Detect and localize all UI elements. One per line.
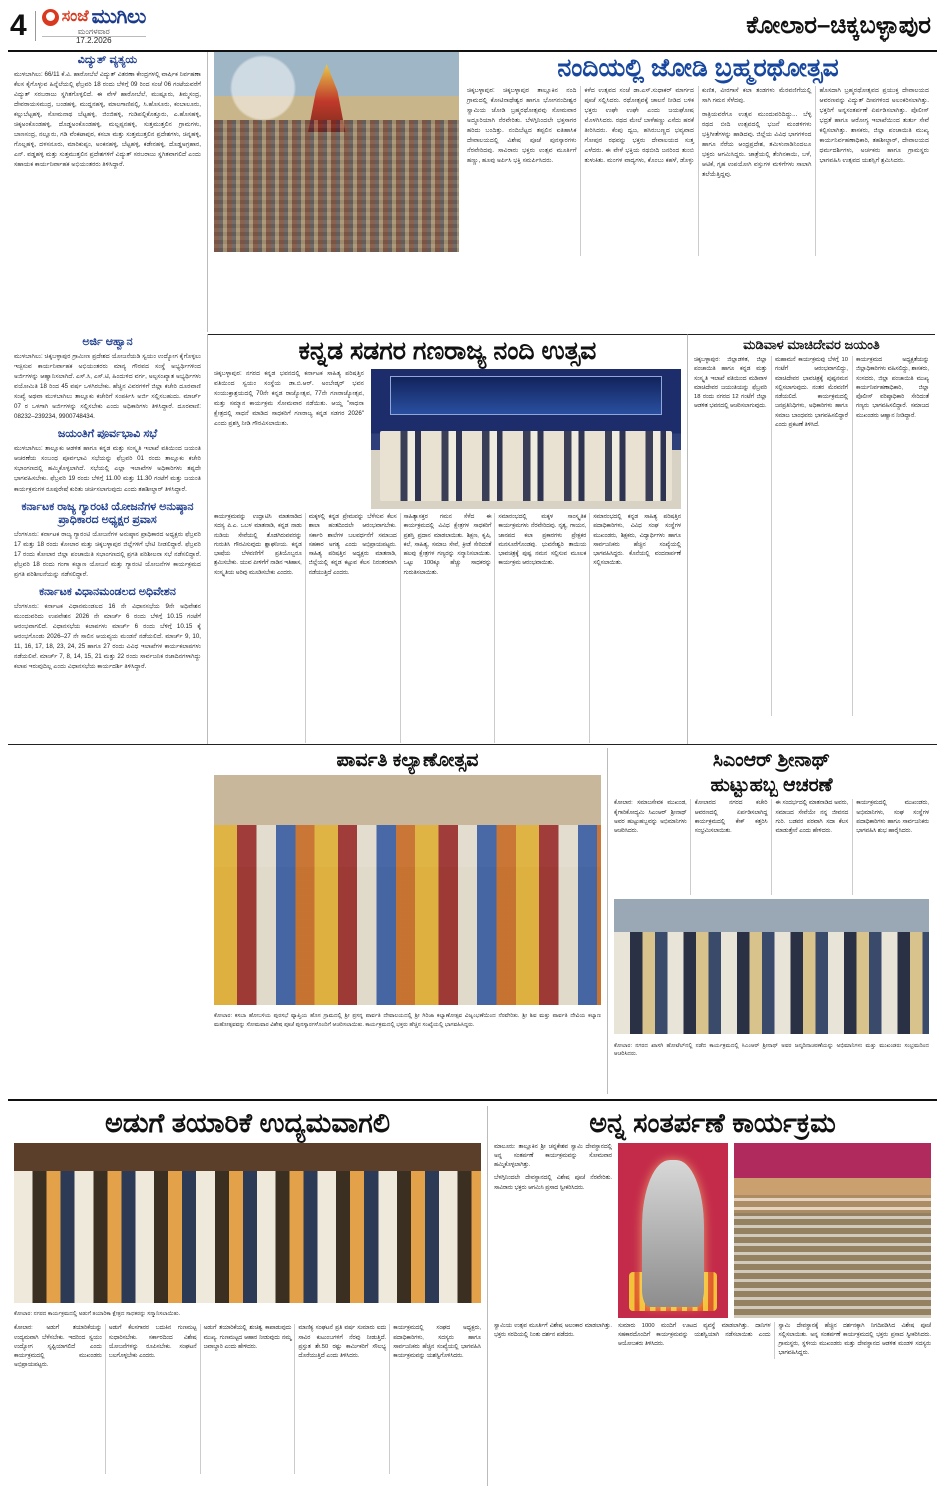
parvathi-caption: ಕೋಲಾರ: ಕಸಬಾ ಹೋಬಳಿಯ ಪುರಸಭೆ ವ್ಯಾಪ್ತಿಯ ಹೊಸ ಗ್ರಾಮದಲ್ಲಿ ಶ್ರೀ ಪ್ರಸನ್ನ ಪಾರ್ವತಿ ದೇವಾಲಯದಲ್ಲಿ ಶ್ರೀ ಗಿರಿಜಾ ಕಲ್ಯಾಣೋತ್ಸವ ವಿಜೃಂಭಣೆಯಿಂದ ನೆರವೇರಿತು. ಶ್ರೀ ಶಿವ ಮತ್ತು ಪಾರ್ವತಿ ದೇವಿಯ ಕಲ್ಯಾಣ ಮಹೋತ್ಸವವನ್ನು ಸೋಮವಾರ ವಿಶೇಷ ಪೂಜೆ ಪುನಸ್ಕಾರಗಳೊಂದಿಗೆ ಆಚರಿಸಲಾಯಿತು. ಕಾರ್ಯಕ್ರಮದಲ್ಲಿ ಭಕ್ತರು ಹೆಚ್ಚಿನ ಸಂಖ್ಯೆಯಲ್ಲಿ ಭಾಗವಹಿಸಿದ್ದರು. [214,1013,601,1028]
page-content [8,52,937,1486]
page-number: 4 [8,11,36,41]
anna-caption-bottom: ಸ್ವಾಮಿ ದೇವಸ್ಥಾನಕ್ಕೆ ಹೆಚ್ಚಿನ ದರ್ಶನಕ್ಕಾಗಿ ನಿಗದಿಪಡಿಸಿದ ವಿಶೇಷ ಪೂಜೆ ಸಲ್ಲಿಸಲಾಯಿತು. ಅನ್ನ ಸಂತರ್ಪಣೆ ಕಾರ್ಯಕ್ರಮದಲ್ಲಿ ಭಕ್ತರು ಪ್ರಸಾದ ಸ್ವೀಕರಿಸಿದರು. ಗ್ರಾಮಸ್ಥರು, ಸ್ಥಳೀಯ ಮುಖಂಡರು ಮತ್ತು ದೇವಸ್ಥಾನದ ಆಡಳಿತ ಮಂಡಳಿ ಸದಸ್ಯರು ಭಾಗವಹಿಸಿದ್ದರು. [778,1322,931,1357]
aduge-col-3: ಮಾಣಿಕ್ಯ ಸಂಘಟನೆ ಪ್ರತಿ ವರ್ಷ ಸುಮಾರು ಐದು ಸಾವಿರ ಕುಟುಂಬಗಳಿಗೆ ನೆರವು ನೀಡುತ್ತಿದೆ. ಪ್ರಸ್ತುತ ಶೇ.50 ರಷ್ಟು ಕಾರ್ಮಿಕರಿಗೆ ಸೌಲಭ್ಯ ದೊರೆಯುತ್ತಿದೆ ಎಂದು ತಿಳಿಸಿದರು. [298,1325,387,1360]
story-aduge [8,1106,488,1486]
anna-col-0: ಮಾಲೂರು: ತಾಲ್ಲೂಕಿನ ಶ್ರೀ ಚನ್ನಕೇಶವ ಸ್ವಾಮಿ ದೇವಸ್ಥಾನದಲ್ಲಿ ಅನ್ನ ಸಂತರ್ಪಣೆ ಕಾರ್ಯಕ್ರಮವನ್ನು ಸೋಮವಾರ ಹಮ್ಮಿಕೊಳ್ಳಲಾಗಿತ್ತು. [494,1143,612,1169]
story-kannada-sadagara [208,334,688,744]
aduge-col-4: ಕಾರ್ಯಕ್ರಮದಲ್ಲಿ ಸಂಘದ ಅಧ್ಯಕ್ಷರು, ಪದಾಧಿಕಾರಿಗಳು, ಸದಸ್ಯರು ಹಾಗೂ ಸಾರ್ವಜನಿಕರು ಹೆಚ್ಚಿನ ಸಂಖ್ಯೆಯಲ್ಲಿ ಭಾಗವಹಿಸಿ ಕಾರ್ಯಕ್ರಮವನ್ನು ಯಶಸ್ವಿಗೊಳಿಸಿದರು. [393,1325,481,1360]
brief-body-1: ಮುಳಬಾಗಿಲು: ಚಿಕ್ಕಬಳ್ಳಾಪುರ ಗ್ರಾಮೀಣ ಪ್ರದೇಶದ ಯೋಜನೆಯಡಿ ಸ್ವಯಂ ಉದ್ಯೋಗ ಕೈಗೊಳ್ಳಲು ಇಚ್ಛಿಸುವ ಕಾರ್ಯನಿರ್ವಾಹಕ ಅಭಿಯಂತರರು ಮಾನ್ಯ ಗೌರವದ ಸಂಸ್ಥೆ ಅಭ್ಯರ್ಥಿಗಳಿಂದ ಅರ್ಜಿಗಳನ್ನು ಆಹ್ವಾನಿಸಲಾಗಿದೆ. ಎಸ್.ಸಿ, ಎಸ್.ಟಿ, ಹಿಂದುಳಿದ ವರ್ಗ, ಅಲ್ಪಸಂಖ್ಯಾತ ಅಭ್ಯರ್ಥಿಗಳು ವಯೋಮಿತಿ 18 ರಿಂದ 45 ವರ್ಷ ಒಳಗಿರಬೇಕು. ಹೆಚ್ಚಿನ ವಿವರಗಳಿಗೆ ಜಿಲ್ಲಾ ಕಚೇರಿ ದೂರವಾಣಿ ಸಂಖ್ಯೆ ಅಥವಾ ಮುಳಬಾಗಿಲು ತಾಲ್ಲೂಕು ಕಚೇರಿಗೆ ಸಂಪರ್ಕಿಸಿ ಅರ್ಜಿ ಸಲ್ಲಿಸಬಹುದು. ಮಾರ್ಚ್ 07 ರ ಒಳಗಾಗಿ ಅರ್ಜಿಗಳನ್ನು ಸಲ್ಲಿಸಬೇಕು ಎಂದು ಅಧಿಕಾರಿಗಳು ತಿಳಿಸಿದ್ದಾರೆ. ದೂರವಾಣಿ: 08232–239234, 9900748434. [14,353,201,421]
aduge-col-2: ಅಡುಗೆ ತಯಾರಿಕೆಯಲ್ಲಿ ಶುಚಿತ್ವ ಕಾಪಾಡುವುದು ಮುಖ್ಯ. ಗುಣಮಟ್ಟದ ಆಹಾರ ನೀಡುವುದು ನಮ್ಮ ಜವಾಬ್ದಾರಿ ಎಂದು ಹೇಳಿದರು. [203,1325,292,1350]
nandi-col-1: ಕಳೆದ ಉತ್ಸವದ ಸಂಜೆ ಡಾ.ಎಸ್.ಸುಧಾಕರ್ ಮಾರ್ಗದ ಪೂಜೆ ಸಲ್ಲಿಸಿದರು. ರಥೋತ್ಸವಕ್ಕೆ ಚಾಲನೆ ನೀಡಿದ ಬಳಿಕ ಭಕ್ತರು ಉಘೇ ಉಘೇ ಎಂದು ಜಯಘೋಷ ಮೊಳಗಿಸಿದರು. ರಥದ ಮೇಲೆ ಬಾಳೆಹಣ್ಣು ಎಸೆದು ಹರಕೆ ತೀರಿಸಿದರು. ಕೆಂಪು ದ್ವಜ, ಹಸಿರುಬಣ್ಣದ ಭವ್ಯವಾದ ಗೋಪುರ ರಥವನ್ನು ಭಕ್ತರು ದೇವಾಲಯದ ಸುತ್ತ ಎಳೆದರು. ಈ ವೇಳೆ ಭಕ್ತಿಯ ರಥಬೀದಿ ಜನರಿಂದ ತುಂಬಿ ತುಳುಕಿತು. ಮಂಗಳ ವಾದ್ಯಗಳು, ಕೊಂಬು ಕಹಳೆ, ಡೊಳ್ಳು ಕುಣಿತ, ವೀರಗಾಸೆ ಕಲಾ ತಂಡಗಳು ಮೆರವಣಿಗೆಯಲ್ಲಿ ಸಾಗಿ ಗಮನ ಸೆಳೆದವು. [584,87,812,165]
aduge-col-1: ಅಡುಗೆ ಕೆಲಸಗಾರರ ಬದುಕಿನ ಗುಣಮಟ್ಟ ಸುಧಾರಿಸಬೇಕು. ಸರ್ಕಾರದಿಂದ ವಿಶೇಷ ಯೋಜನೆಗಳನ್ನು ರೂಪಿಸಬೇಕು. ಸಂಘಟನೆ ಬಲಗೊಳ್ಳಬೇಕು ಎಂದರು. [108,1325,197,1360]
logo-subtitle: ಮಂಗಳವಾರ [77,26,110,36]
cmr-headline-line1: ಸಿಎಂಆರ್ ಶ್ರೀನಾಥ್ [712,750,831,771]
logo-secondary-text: ಮುಗಿಲು [91,5,146,28]
story-nandi-chariot [208,52,935,332]
aduge-caption: ಕೋಲಾರ: ನಗರದ ಕಾರ್ಯಕ್ರಮದಲ್ಲಿ ಅಡುಗೆ ತಯಾರಿಕಾ ಕ್ಷೇತ್ರದ ಸಾಧಕರನ್ನು ಸನ್ಮಾನಿಸಲಾಯಿತು. [14,1311,181,1318]
sadagara-col-4: ಸಮಾರಂಭದಲ್ಲಿ ಕನ್ನಡ ಸಾಹಿತ್ಯ ಪರಿಷತ್ತಿನ ಪದಾಧಿಕಾರಿಗಳು, ವಿವಿಧ ಸಂಘ ಸಂಸ್ಥೆಗಳ ಮುಖಂಡರು, ಶಿಕ್ಷಕರು, ವಿದ್ಯಾರ್ಥಿಗಳು ಹಾಗೂ ಸಾರ್ವಜನಿಕರು ಹೆಚ್ಚಿನ ಸಂಖ್ಯೆಯಲ್ಲಿ ಭಾಗವಹಿಸಿದ್ದರು. ಕೊನೆಯಲ್ಲಿ ವಂದನಾರ್ಪಣೆ ಸಲ್ಲಿಸಲಾಯಿತು. [593,514,681,567]
brief-body-4: ಬೆಂಗಳೂರು: ಕರ್ನಾಟಕ ವಿಧಾನಮಂಡಲದ 16 ನೇ ವಿಧಾನಸಭೆಯ 9ನೇ ಅಧಿವೇಶನ ಮುಂದುವರಿದು ಉಪವೇಶನ 2026 ನೇ ಮಾರ್ಚ್ 6 ರಂದು ಬೆಳಿಗ್ಗೆ 10.15 ಗಂಟೆಗೆ ಆರಂಭವಾಗಲಿದೆ. ವಿಧಾನಸಭೆಯ ಕಲಾಪಗಳು ಮಾರ್ಚ್ 6 ರಂದು ಬೆಳಿಗ್ಗೆ 10.15 ಕ್ಕೆ ಆರಂಭಗೊಂಡು 2026–27 ನೇ ಸಾಲಿನ ಆಯವ್ಯಯ ಮಂಡನೆ ನಡೆಯಲಿದೆ. ಮಾರ್ಚ್ 9, 10, 11, 16, 17, 18, 23, 24, 25 ಹಾಗೂ 27 ರಂದು ವಿವಿಧ ಇಲಾಖೆಗಳ ಕಾರ್ಯಕಲಾಪಗಳು ನಡೆಯಲಿವೆ. ಮಾರ್ಚ್ 7, 8, 14, 15, 21 ಮತ್ತು 22 ರಂದು ಸಾರ್ವಜನಿಕ ರಜಾದಿನಗಳಾಗಿದ್ದು ಕಲಾಪ ಇರುವುದಿಲ್ಲ ಎಂದು ವಿಧಾನಸಭೆಯ ಕಾರ್ಯದರ್ಶಿ ತಿಳಿಸಿದ್ದಾರೆ. [14,602,201,671]
brief-title-4: ಕರ್ನಾಟಕ ವಿಧಾನಮಂಡಲದ ಅಧಿವೇಶನ [39,585,176,598]
nandi-col-0: ಚಿಕ್ಕಬಳ್ಳಾಪುರ: ಚಿಕ್ಕಬಳ್ಳಾಪುರ ತಾಲ್ಲೂಕಿನ ನಂದಿ ಗ್ರಾಮದಲ್ಲಿ ಕೋಟಿನಾಥೇಶ್ವರ ಹಾಗೂ ಭೋಗನಂದೀಶ್ವರ ಸ್ವಾಮಿಯ ಜೋಡಿ ಬ್ರಹ್ಮರಥೋತ್ಸವವು ಸೋಮವಾರ ಅದ್ಧೂರಿಯಾಗಿ ನೆರವೇರಿತು. ಬೆಳಗ್ಗಿನಿಂದಲೇ ಭಕ್ತಸಾಗರ ಹರಿದು ಬಂದಿತ್ತು. ನಂದಿಬೆಟ್ಟದ ತಪ್ಪಲಿನ ಐತಿಹಾಸಿಕ ದೇವಾಲಯದಲ್ಲಿ ವಿಶೇಷ ಪೂಜೆ ಪುನಸ್ಕಾರಗಳು ನೆರವೇರಿದವು. ಸಾವಿರಾರು ಭಕ್ತರು ಉತ್ಸವ ಮೂರ್ತಿಗೆ ಹಣ್ಣು, ಹೂವು ಅರ್ಪಿಸಿ ಭಕ್ತಿ ಸಮರ್ಪಿಸಿದರು. [467,87,577,165]
masthead-left [8,7,146,46]
sadagara-lead: ಚಿಕ್ಕಬಳ್ಳಾಪುರ: ನಗರದ ಕನ್ನಡ ಭವನದಲ್ಲಿ ಕರ್ನಾಟಕ ಸಾಹಿತ್ಯ ಪರಿಷತ್ತಿನ ವತಿಯಿಂದ ಸ್ವಯಂ ಸಂಸ್ಥೆಯ ಡಾ.ಬಿ.ಆರ್. ಅಂಬೇಡ್ಕರ್ ಭವನ ಸಂಯುಕ್ತಾಶ್ರಯದಲ್ಲಿ 70ನೇ ಕನ್ನಡ ರಾಜ್ಯೋತ್ಸವ, 77ನೇ ಗಣರಾಜ್ಯೋತ್ಸವ, ಮತ್ತು ಸಮ್ಮಾನ ಕಾರ್ಯಕ್ರಮ ಸೋಮವಾರ ನಡೆಯಿತು. ಆಯ್ದ "ಸಾಧನಾ ಕ್ಷೇತ್ರದಲ್ಲಿ ಸಾಧನೆ ಮಾಡಿದ ಸಾಧಕರಿಗೆ ಗಣರಾಜ್ಯ ಕನ್ನಡ ಸಡಗರ 2026" ಎಂದು ಪ್ರಶಸ್ತಿ ನೀಡಿ ಗೌರವಿಸಲಾಯಿತು. [214,370,364,428]
anna-col-1: ಬೆಳಗ್ಗಿನಿಂದಲೇ ದೇವಸ್ಥಾನದಲ್ಲಿ ವಿಶೇಷ ಪೂಜೆ ನೆರವೇರಿತು. ಸಾವಿರಾರು ಭಕ್ತರು ಆಗಮಿಸಿ ಪ್ರಸಾದ ಸ್ವೀಕರಿಸಿದರು. [494,1175,612,1191]
aduge-headline: ಅಡುಗೆ ತಯಾರಿಕೆ ಉದ್ಯಮವಾಗಲಿ [104,1108,391,1138]
left-rail [8,52,208,332]
madivala-headline: ಮಡಿವಾಳ ಮಾಚಿದೇವರ ಜಯಂತಿ [743,337,880,352]
sadagara-col-3: ಸಮಾರಂಭದಲ್ಲಿ ಮಕ್ಕಳ ಸಾಂಸ್ಕೃತಿಕ ಕಾರ್ಯಕ್ರಮಗಳು ನೆರವೇರಿದವು. ನೃತ್ಯ, ಗಾಯನ, ಜಾನಪದ ಕಲಾ ಪ್ರಕಾರಗಳು ಪ್ರೇಕ್ಷಕರ ಮನಸೂರೆಗೊಂಡವು. ಭುವನೇಶ್ವರಿ ತಾಯಿಯ ಭಾವಚಿತ್ರಕ್ಕೆ ಪುಷ್ಪ ನಮನ ಸಲ್ಲಿಸುವ ಮೂಲಕ ಕಾರ್ಯಕ್ರಮ ಆರಂಭವಾಯಿತು. [498,514,587,567]
nandi-headline: ನಂದಿಯಲ್ಲಿ ಜೋಡಿ ಬ್ರಹ್ಮರಥೋತ್ಸವ [557,54,839,82]
nandi-col-2: ರಾತ್ರಿಯವರೆಗೂ ಉತ್ಸವ ಮುಂದುವರಿದಿದ್ದು... ಬೆಳ್ಳಿ ರಥದ ಬೀದಿ ಉತ್ಸವದಲ್ಲಿ ಭಜನೆ ಮಂಡಳಿಗಳು ಭಕ್ತಿಗೀತೆಗಳನ್ನು ಹಾಡಿದವು. ಜಿಲ್ಲೆಯ ವಿವಿಧ ಭಾಗಗಳಿಂದ ಹಾಗೂ ನೆರೆಯ ಆಂಧ್ರಪ್ರದೇಶ, ತಮಿಳುನಾಡಿನಿಂದಲೂ ಭಕ್ತರು ಆಗಮಿಸಿದ್ದರು. ಜಾತ್ರೆಯಲ್ಲಿ ತೆಂಗಿನಕಾಯಿ, ಬಳೆ, ಆಟಿಕೆ, ಗೃಹ ಉಪಯೋಗಿ ವಸ್ತುಗಳ ಮಳಿಗೆಗಳು ಸಾಲಾಗಿ ತಲೆಯೆತ್ತಿದ್ದವು. [702,111,812,179]
brief-title-3: ಕರ್ನಾಟಕ ರಾಜ್ಯ ಗ್ಯಾರಂಟಿ ಯೋಜನೆಗಳ ಅನುಷ್ಠಾನ ಪ್ರಾಧಿಕಾರದ ಅಧ್ಯಕ್ಷರ ಪ್ರವಾಸ [21,500,194,526]
cmr-headline-line2: ಹುಟ್ಟುಹಬ್ಬ ಆಚರಣೆ [710,774,833,796]
mass-feeding-photo [734,1143,931,1318]
madivala-col-1: ಮಹಾಮನೆ ಕಾರ್ಯಕ್ರಮವು ಬೆಳಗ್ಗೆ 10 ಗಂಟೆಗೆ ಆರಂಭವಾಗಲಿದ್ದು, ಮಾಚಿದೇವರ ಭಾವಚಿತ್ರಕ್ಕೆ ಪುಷ್ಪನಮನ ಸಲ್ಲಿಸಲಾಗುವುದು. ನಂತರ ಮೆರವಣಿಗೆ ನಡೆಯಲಿದೆ. ಕಾರ್ಯಕ್ರಮದಲ್ಲಿ ಜನಪ್ರತಿನಿಧಿಗಳು, ಅಧಿಕಾರಿಗಳು ಹಾಗೂ ಸಮಾಜ ಬಾಂಧವರು ಭಾಗವಹಿಸಲಿದ್ದಾರೆ ಎಂದು ಪ್ರಕಟಣೆ ತಿಳಿಸಿದೆ. [775,357,848,428]
sun-logo-icon [42,9,59,26]
logo-primary-text: ಸಂಜೆ [61,7,89,25]
madivala-col-0: ಚಿಕ್ಕಬಳ್ಳಾಪುರ: ಜಿಲ್ಲಾಡಳಿತ, ಜಿಲ್ಲಾ ಪಂಚಾಯಿತಿ ಹಾಗೂ ಕನ್ನಡ ಮತ್ತು ಸಂಸ್ಕೃತಿ ಇಲಾಖೆ ವತಿಯಿಂದ ಮಡಿವಾಳ ಮಾಚಿದೇವರ ಜಯಂತಿಯನ್ನು ಫೆಬ್ರವರಿ 18 ರಂದು ನಗರದ 12 ಗಂಟೆಗೆ ಜಿಲ್ಲಾ ಆಡಳಿತ ಭವನದಲ್ಲಿ ಆಚರಿಸಲಾಗುವುದು. [694,357,767,410]
aduge-col-0: ಕೋಲಾರ: ಅಡುಗೆ ತಯಾರಿಕೆಯನ್ನು ಉದ್ಯಮವಾಗಿ ಬೆಳೆಸಬೇಕು. ಇದರಿಂದ ಸ್ವಯಂ ಉದ್ಯೋಗ ಸೃಷ್ಟಿಯಾಗಲಿದೆ ಎಂದು ಕಾರ್ಯಕ್ರಮದಲ್ಲಿ ಮುಖಂಡರು ಅಭಿಪ್ರಾಯಪಟ್ಟರು. [14,1325,102,1369]
cmr-col-1: ಕೋಲಾರದ ನಗರದ ಕಚೇರಿ ಆವರಣದಲ್ಲಿ ಏರ್ಪಡಿಸಲಾಗಿದ್ದ ಕಾರ್ಯಕ್ರಮದಲ್ಲಿ ಕೇಕ್ ಕತ್ತರಿಸಿ ಸಂಭ್ರಮಿಸಲಾಯಿತು. [694,800,768,835]
nandi-col-3: ಹೊಸದಾಗಿ ಬ್ರಹ್ಮರಥೋತ್ಸವದ ಪ್ರಯುಕ್ತ ದೇವಾಲಯದ ಆವರಣವನ್ನು ವಿದ್ಯುತ್ ದೀಪಗಳಿಂದ ಅಲಂಕರಿಸಲಾಗಿತ್ತು. ಭಕ್ತರಿಗೆ ಅನ್ನಸಂತರ್ಪಣೆ ಏರ್ಪಡಿಸಲಾಗಿತ್ತು. ಪೊಲೀಸ್ ಭದ್ರತೆ ಹಾಗೂ ಆರೋಗ್ಯ ಇಲಾಖೆಯಿಂದ ತುರ್ತು ಸೇವೆ ಕಲ್ಪಿಸಲಾಗಿತ್ತು. ಶಾಸಕರು, ಜಿಲ್ಲಾ ಪಂಚಾಯಿತಿ ಮುಖ್ಯ ಕಾರ್ಯನಿರ್ವಹಣಾಧಿಕಾರಿ, ತಹಶೀಲ್ದಾರ್, ದೇವಾಲಯದ ಧರ್ಮದರ್ಶಿಗಳು, ಅರ್ಚಕರು ಹಾಗೂ ಗ್ರಾಮಸ್ಥರು ಭಾಗವಹಿಸಿ ಉತ್ಸವದ ಯಶಸ್ಸಿಗೆ ಶ್ರಮಿಸಿದರು. [819,87,929,165]
felicitation-stage-photo [14,1143,481,1303]
band-parvathi-cmr [8,744,937,1094]
sadagara-col-0: ಕಾರ್ಯಕ್ರಮವನ್ನು ಉದ್ಘಾಟಿಸಿ ಮಾತನಾಡಿದ ಸದಸ್ಯ ಪಿ.ಎ. ಒಬಳ ಮಾತನಾಡಿ, ಕನ್ನಡ ನಾಡು ನುಡಿಯ ಸೇವೆಯಲ್ಲಿ ತೊಡಗಿರುವವರನ್ನು ಗುರುತಿಸಿ ಗೌರವಿಸುವುದು ಶ್ಲಾಘನೀಯ. ಕನ್ನಡ ಭಾಷೆಯ ಬೆಳವಣಿಗೆಗೆ ಪ್ರತಿಯೊಬ್ಬರೂ ಶ್ರಮಿಸಬೇಕು. ಯುವ ಪೀಳಿಗೆಗೆ ನಾಡಿನ ಇತಿಹಾಸ, ಸಂಸ್ಕೃತಿಯ ಅರಿವು ಮೂಡಿಸಬೇಕು ಎಂದರು. [214,514,302,576]
anna-col-2: ಸ್ವಾಮಿಯ ಉತ್ಸವ ಮೂರ್ತಿಗೆ ವಿಶೇಷ ಅಲಂಕಾರ ಮಾಡಲಾಗಿತ್ತು. ಭಕ್ತರು ಸರದಿಯಲ್ಲಿ ನಿಂತು ದರ್ಶನ ಪಡೆದರು. [494,1322,612,1338]
band-top [8,52,937,332]
story-madivala [688,334,935,744]
anna-headline: ಅನ್ನ ಸಂತರ್ಪಣೆ ಕಾರ್ಯಕ್ರಮ [589,1108,836,1138]
brief-title-0: ವಿದ್ಯುತ್ ವ್ಯತ್ಯಯ [77,54,138,66]
cmr-col-2: ಈ ಸಂದರ್ಭದಲ್ಲಿ ಮಾತನಾಡಿದ ಅವರು, ಸಮಾಜದ ಸೇವೆಯೇ ನನ್ನ ಜೀವನದ ಗುರಿ. ಬಡವರ ಪರವಾಗಿ ಸದಾ ಕೆಲಸ ಮಾಡುತ್ತೇನೆ ಎಂದು ಹೇಳಿದರು. [775,800,849,835]
brief-body-3: ಬೆಂಗಳೂರು: ಕರ್ನಾಟಕ ರಾಜ್ಯ ಗ್ಯಾರಂಟಿ ಯೋಜನೆಗಳ ಅನುಷ್ಠಾನ ಪ್ರಾಧಿಕಾರದ ಅಧ್ಯಕ್ಷರು ಫೆಬ್ರವರಿ 17 ಮತ್ತು 18 ರಂದು ಕೋಲಾರ ಮತ್ತು ಚಿಕ್ಕಬಳ್ಳಾಪುರ ಜಿಲ್ಲೆಗಳಿಗೆ ಭೇಟಿ ನೀಡಲಿದ್ದಾರೆ. ಫೆಬ್ರವರಿ 17 ರಂದು ಕೋಲಾರ ಜಿಲ್ಲಾ ಪಂಚಾಯಿತಿ ಸಭಾಂಗಣದಲ್ಲಿ ಪ್ರಗತಿ ಪರಿಶೀಲನಾ ಸಭೆ ನಡೆಸಲಿದ್ದಾರೆ. ಫೆಬ್ರವರಿ 18 ರಂದು ಗಂಗಾ ಕಲ್ಯಾಣ ಯೋಜನೆ ಮತ್ತು ಗ್ಯಾರಂಟಿ ಯೋಜನೆಗಳ ಕಾರ್ಯಕ್ರಮದ ಪ್ರಗತಿ ಪರಿಶೀಲನೆಯನ್ನು ನಡೆಸಲಿದ್ದಾರೆ. [14,530,201,578]
band-bottom [8,1106,937,1486]
publication-logo [42,7,146,46]
chariot-procession-photo [214,52,459,252]
anna-col-3: ಸುಮಾರು 1000 ಮಂದಿಗೆ ಊಟದ ವ್ಯವಸ್ಥೆ ಮಾಡಲಾಗಿತ್ತು. ದಾನಿಗಳ ಸಹಕಾರದೊಂದಿಗೆ ಕಾರ್ಯಕ್ರಮವನ್ನು ಯಶಸ್ವಿಯಾಗಿ ನಡೆಸಲಾಯಿತು ಎಂದು ಆಯೋಜಕರು ತಿಳಿಸಿದರು. [618,1322,771,1348]
cmr-col-3: ಕಾರ್ಯಕ್ರಮದಲ್ಲಿ ಮುಖಂಡರು, ಅಭಿಮಾನಿಗಳು, ಸಂಘ ಸಂಸ್ಥೆಗಳ ಪದಾಧಿಕಾರಿಗಳು ಹಾಗೂ ಸಾರ್ವಜನಿಕರು ಭಾಗವಹಿಸಿ ಶುಭ ಹಾರೈಸಿದರು. [856,800,929,835]
sadagara-headline: ಕನ್ನಡ ಸಡಗರ ಗಣರಾಜ್ಯ ನಂದಿ ಉತ್ಸವ [298,337,597,365]
brief-body-2: ಮುಳಬಾಗಿಲು: ತಾಲ್ಲೂಕು ಆಡಳಿತ ಹಾಗೂ ಕನ್ನಡ ಮತ್ತು ಸಂಸ್ಕೃತಿ ಇಲಾಖೆ ವತಿಯಿಂದ ಜಯಂತಿ ಆಚರಣೆಯ ಸಂಬಂಧ ಪೂರ್ವಭಾವಿ ಸಭೆಯನ್ನು ಫೆಬ್ರವರಿ 01 ರಂದು ತಾಲ್ಲೂಕು ಕಚೇರಿ ಸಭಾಂಗಣದಲ್ಲಿ ಹಮ್ಮಿಕೊಳ್ಳಲಾಗಿದೆ. ಸಭೆಯಲ್ಲಿ ಎಲ್ಲಾ ಇಲಾಖೆಗಳ ಅಧಿಕಾರಿಗಳು ತಪ್ಪದೇ ಭಾಗವಹಿಸಬೇಕು. ಫೆಬ್ರವರಿ 19 ರಂದು ಬೆಳಿಗ್ಗೆ 11.00 ಮತ್ತು 11.30 ಗಂಟೆಗೆ ಮತ್ತು ಜಯಂತಿ ಕಾರ್ಯಕ್ರಮಗಳ ರೂಪುರೇಷೆ ಕುರಿತು ಚರ್ಚಿಸಲಾಗುವುದು ಎಂದು ತಹಶೀಲ್ದಾರ್ ತಿಳಿಸಿದ್ದಾರೆ. [14,445,201,493]
parvathi-headline: ಪಾರ್ವತಿ ಕಲ್ಯಾಣೋತ್ಸವ [336,750,479,771]
brief-title-1: ಅರ್ಜಿ ಆಹ್ವಾನ [82,336,133,348]
band-middle [8,334,937,744]
left-rail-continued [8,334,208,744]
cmr-col-0: ಕೋಲಾರ: ಸಮಾಜಸೇವಕ ಮುಖಂಡ, ಕೈಗಾರಿಕೋದ್ಯಮಿ ಸಿಎಂಆರ್ ಶ್ರೀನಾಥ್ ಅವರ ಹುಟ್ಟುಹಬ್ಬವನ್ನು ಅಭಿಮಾನಿಗಳು ಆಚರಿಸಿದರು. [614,800,687,835]
story-parvathi [208,748,608,1094]
masthead [8,6,937,52]
deity-idol-photo [618,1143,728,1318]
brief-title-2: ಜಯಂತಿಗೆ ಪೂರ್ವಭಾವಿ ಸಭೆ [57,428,158,441]
sadagara-col-2: ಸಾಹಿತ್ಯಾಸಕ್ತರ ಗಮನ ಸೆಳೆದ ಈ ಕಾರ್ಯಕ್ರಮದಲ್ಲಿ ವಿವಿಧ ಕ್ಷೇತ್ರಗಳ ಸಾಧಕರಿಗೆ ಪ್ರಶಸ್ತಿ ಪ್ರದಾನ ಮಾಡಲಾಯಿತು. ಶಿಕ್ಷಣ, ಕೃಷಿ, ಕಲೆ, ಸಾಹಿತ್ಯ, ಸಮಾಜ ಸೇವೆ, ಕ್ರೀಡೆ ಸೇರಿದಂತೆ ಹಲವು ಕ್ಷೇತ್ರಗಳ ಗಣ್ಯರನ್ನು ಸನ್ಮಾನಿಸಲಾಯಿತು. ಒಟ್ಟು 100ಕ್ಕೂ ಹೆಚ್ಚು ಸಾಧಕರನ್ನು ಗುರುತಿಸಲಾಯಿತು. [403,514,492,576]
left-rail-spacer [8,748,208,1094]
edition-name: ಕೋಲಾರ–ಚಿಕ್ಕಬಳ್ಳಾಪುರ [746,12,931,39]
story-anna [488,1106,937,1486]
cmr-caption: ಕೋಲಾರ: ನಗರದ ಖಾಸಗಿ ಹೋಟೆಲ್‌ನಲ್ಲಿ ನಡೆದ ಕಾರ್ಯಕ್ರಮದಲ್ಲಿ ಸಿಎಂಆರ್ ಶ್ರೀನಾಥ್ ಅವರ ಜನ್ಮದಿನಾಚರಣೆಯನ್ನು ಅಭಿಮಾನಿಗಳು ಮತ್ತು ಮುಖಂಡರು ಸಂಭ್ರಮದಿಂದ ಆಚರಿಸಿದರು. [614,1042,929,1058]
parvathi-kalyanotsava-photo [214,775,601,1005]
award-ceremony-photo [371,369,681,509]
madivala-col-2: ಕಾರ್ಯಕ್ರಮದ ಅಧ್ಯಕ್ಷತೆಯನ್ನು ಜಿಲ್ಲಾಧಿಕಾರಿಗಳು ವಹಿಸಲಿದ್ದು, ಶಾಸಕರು, ಸಂಸದರು, ಜಿಲ್ಲಾ ಪಂಚಾಯಿತಿ ಮುಖ್ಯ ಕಾರ್ಯನಿರ್ವಹಣಾಧಿಕಾರಿ, ಜಿಲ್ಲಾ ಪೊಲೀಸ್ ವರಿಷ್ಠಾಧಿಕಾರಿ ಸೇರಿದಂತೆ ಗಣ್ಯರು ಭಾಗವಹಿಸಲಿದ್ದಾರೆ. ಸಮಾಜದ ಮುಖಂಡರು ಆಹ್ವಾನ ನೀಡಿದ್ದಾರೆ. [856,357,929,419]
publication-date: 17.2.2026 [42,36,146,45]
sadagara-col-1: ಮಕ್ಕಳಲ್ಲಿ ಕನ್ನಡ ಪ್ರೇಮವನ್ನು ಬೆಳೆಸುವ ಕೆಲಸ ಶಾಲಾ ಹಂತದಿಂದಲೇ ಆರಂಭವಾಗಬೇಕು. ಸರ್ಕಾರಿ ಶಾಲೆಗಳ ಬಲವರ್ಧನೆಗೆ ಸಮಾಜದ ಸಹಕಾರ ಅಗತ್ಯ ಎಂದು ಅಭಿಪ್ರಾಯಪಟ್ಟರು. ಸಾಹಿತ್ಯ ಪರಿಷತ್ತಿನ ಅಧ್ಯಕ್ಷರು ಮಾತನಾಡಿ, ಜಿಲ್ಲೆಯಲ್ಲಿ ಕನ್ನಡ ಕಟ್ಟುವ ಕೆಲಸ ನಿರಂತರವಾಗಿ ನಡೆಯುತ್ತಿದೆ ಎಂದರು. [308,514,397,576]
story-cmr [608,748,935,1094]
brief-body-0: ಮುಳಬಾಗಿಲು: 66/11 ಕೆ.ವಿ. ಹಾರೋಬೆಲೆ ವಿದ್ಯುತ್ ವಿತರಣಾ ಕೇಂದ್ರಗಳಲ್ಲಿ ವಾರ್ಷಿಕ ನಿರ್ವಹಣಾ ಕೆಲಸ ಕೈಗೊಳ್ಳುವ ಹಿನ್ನೆಲೆಯಲ್ಲಿ ಫೆಬ್ರವರಿ 18 ರಂದು ಬೆಳಿಗ್ಗೆ 09 ರಿಂದ ಸಂಜೆ 06 ಗಂಟೆಯವರೆಗೆ ವಿದ್ಯುತ್ ಸರಬರಾಜು ಸ್ಥಗಿತಗೊಳ್ಳಲಿದೆ. ಈ ವೇಳೆ ಹಾರೋಬೆಲೆ, ಮುಷ್ಟೂರು, ತಿಮ್ಮಸಂದ್ರ, ದೇವರಾಯಸಮುದ್ರ, ಬಂಡಹಳ್ಳಿ, ಮುದ್ದನಹಳ್ಳಿ, ಮಾಲಗಾಣಿಪಲ್ಲಿ, ಸಿ.ಹೊಸೂರು, ಕಂಬಾಲೂರು, ಕಲ್ಲುಬೆಟ್ಟಹಳ್ಳಿ, ಸೋಮನಾಥ ಬೆಟ್ಟಹಳ್ಳಿ, ಜಿಂಜಿಹಳ್ಳಿ, ಗುಡಿಪಲ್ಲಿಕೊತ್ತೂರು, ಎ.ಹೊಸಹಳ್ಳಿ, ಚಿಕ್ಕಅಂಕೊಂಡಹಳ್ಳಿ, ದೊಡ್ಡಅಂಕೊಂಡಹಳ್ಳಿ, ಮಲ್ಲಪ್ಪನಹಳ್ಳಿ, ಸುತ್ತಮುತ್ತಲಿನ ಗ್ರಾಮಗಳು, ಬಾಣಸಂದ್ರ, ನಲ್ಲೂರು, ಗಡಿ ವೆಂಕಟಾಪುರ, ಕಸಬಾ ಮತ್ತು ಸುತ್ತಮುತ್ತಲಿನ ಪ್ರದೇಶಗಳು, ಚಿನ್ನಹಳ್ಳಿ, ಗೊಲ್ಲಹಳ್ಳಿ, ದಳಸನೂರು, ಮಾರಿಕುಪ್ಪಂ, ಅಂಕನಹಳ್ಳಿ, ಬೆಟ್ಟಹಳ್ಳಿ, ಕಡೇನಹಳ್ಳಿ, ದೊಡ್ಡಅಗ್ರಹಾರ, ಎನ್. ವಡ್ಡಹಳ್ಳಿ ಮತ್ತು ಸುತ್ತಮುತ್ತಲಿನ ಪ್ರದೇಶಗಳಿಗೆ ವಿದ್ಯುತ್ ಸರಬರಾಜು ಸ್ಥಗಿತವಾಗಲಿದೆ ಎಂದು ಸಹಾಯಕ ಕಾರ್ಯನಿರ್ವಾಹಕ ಅಭಿಯಂತರರು ತಿಳಿಸಿದ್ದಾರೆ. [14,71,201,169]
birthday-celebration-photo [614,899,929,1034]
